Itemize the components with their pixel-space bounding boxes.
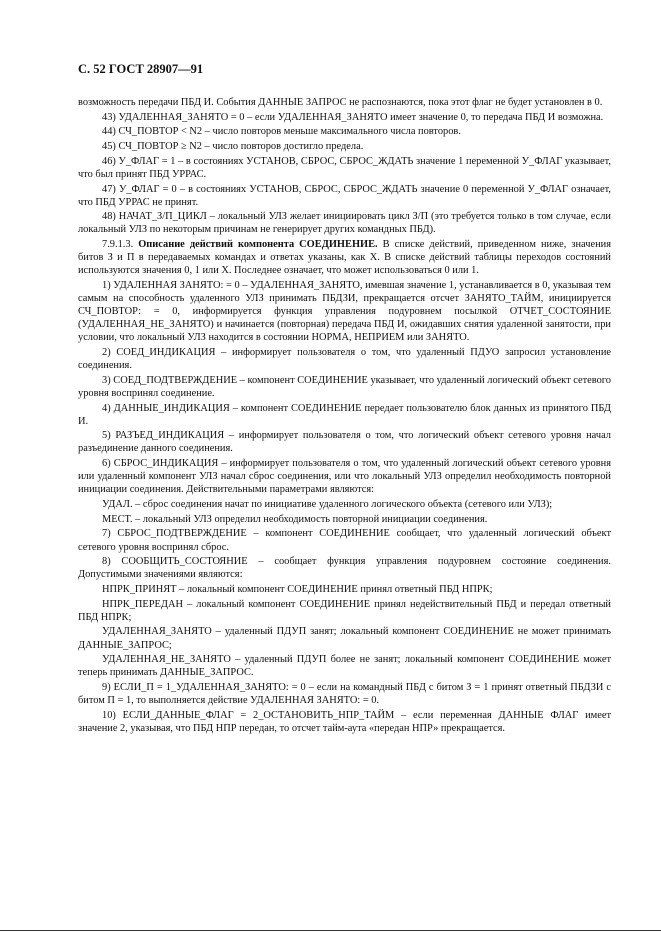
paragraph: 8) СООБЩИТЬ_СОСТОЯНИЕ – сообщает функция управления подуровнем состояние соединения. Допустимыми значениями являются: [78,556,611,581]
paragraph: 2) СОЕД_ИНДИКАЦИЯ – информирует пользователя о том, что удаленный ПДУО запросил установление соединения. [78,347,611,372]
paragraph: УДАЛЕННАЯ_НЕ_ЗАНЯТО – удаленный ПДУП более не занят; локальный компонент СОЕДИНЕНИЕ может теперь принимать ДАННЫЕ_ЗАПРОС. [78,654,611,679]
paragraph: УДАЛЕННАЯ_ЗАНЯТО – удаленный ПДУП занят; локальный компонент СОЕДИНЕНИЕ не может принимать ДАННЫЕ_ЗАПРОС; [78,626,611,651]
paragraph: 4) ДАННЫЕ_ИНДИКАЦИЯ – компонент СОЕДИНЕНИЕ передает пользователю блок данных из принятого ПБД И. [78,402,611,427]
section-number: 7.9.1.3. [102,239,139,251]
document-body [78,96,611,737]
paragraph: 6) СБРОС_ИНДИКАЦИЯ – информирует пользователя о том, что удаленный логический объект сетевого уровня или удаленный компонент УЛЗ начал сброс соединения, или что локальный УЛЗ определил необходимость повторной инициации соединения. Действительными параметрами являются: [78,458,611,496]
paragraph: 7) СБРОС_ПОДТВЕРЖДЕНИЕ – компонент СОЕДИНЕНИЕ сообщает, что удаленный логический объект сетевого уровня воспринял сброс. [78,528,611,553]
paragraph: возможность передачи ПБД И. События ДАННЫЕ ЗАПРОС не распознаются, пока этот флаг не будет установлен в 0. [78,97,603,108]
paragraph: 9) ЕСЛИ_П = 1_УДАЛЕННАЯ_ЗАНЯТО: = 0 – если на командный ПБД с битом З = 1 принят ответный ПБДЗИ с битом П = 1, то выполняется действие УДАЛЕННАЯ ЗАНЯТО: = 0. [78,682,611,707]
paragraph: 10) ЕСЛИ_ДАННЫЕ_ФЛАГ = 2_ОСТАНОВИТЬ_НПР_ТАЙМ – если переменная ДАННЫЕ ФЛАГ имеет значение 2, указывая, что ПБД НПР передан, то отсчет тайм-аута «передан НПР» прекращается. [78,709,611,734]
paragraph: 47) У_ФЛАГ = 0 – в состояниях УСТАНОВ, СБРОС, СБРОС_ЖДАТЬ значение 0 переменной У_ФЛАГ означает, что ПБД УРРАС не принят. [78,183,611,208]
paragraph: УДАЛ. – сброс соединения начат по инициативе удаленного логического объекта (сетевого или УЛЗ); [102,499,553,511]
paragraph: 3) СОЕД_ПОДТВЕРЖДЕНИЕ – компонент СОЕДИНЕНИЕ указывает, что удаленный логический объект сетевого уровня воспринял соединение. [78,374,611,399]
page-header: С. 52 ГОСТ 28907—91 [78,62,204,76]
section-heading: Описание действий компонента СОЕДИНЕНИЕ. [138,239,378,251]
paragraph-text: В списке действий, приведенном ниже, значения битов З и П в передаваемых командах и ответах указаны, как Х. В списке действий таблицы переходов состояний используются значения 0, 1 или Х. Последнее означает, что может использоваться 0 или 1. [78,239,611,277]
paragraph [78,238,611,277]
paragraph: 45) СЧ_ПОВТОР ≥ N2 – число повторов достигло предела. [102,141,364,153]
paragraph: 1) УДАЛЕННАЯ ЗАНЯТО: = 0 – УДАЛЕННАЯ_ЗАНЯТО, имевшая значение 1, устанавливается в 0, указывая тем самым на способность удаленного УЛЗ принимать ПБДЗИ, прекращается отсчет ЗАНЯТО_ТАЙМ, инициируется СЧ_ПОВТОР: = 0, информируется функция управления подуровнем посылкой ОТЧЕТ_СОСТОЯНИЕ (УДАЛЕННАЯ_НЕ_ЗАНЯТО) и начинается (повторная) передача ПБД И, ожидавших снятия удаленной занятости, при условии, что локальный УЛЗ находится в состоянии НОРМА, НЕПРИЕМ или ЗАНЯТО. [78,279,611,344]
paragraph: 46) У_ФЛАГ = 1 – в состояниях УСТАНОВ, СБРОС, СБРОС_ЖДАТЬ значение 1 переменной У_ФЛАГ указывает, что был принят ПБД УРРАС. [78,155,611,180]
paragraph: 5) РАЗЪЕД_ИНДИКАЦИЯ – информирует пользователя о том, что логический объект сетевого уровня начал разъединение данного соединения. [78,430,611,455]
paragraph: 48) НАЧАТ_З/П_ЦИКЛ – локальный УЛЗ желает инициировать цикл З/П (это требуется только в том случае, если локальный УЛЗ по некоторым причинам не генерирует других командных ПБД). [78,211,611,236]
page-bottom-rule [0,930,661,931]
paragraph: МЕСТ. – локальный УЛЗ определил необходимость повторной инициации соединения. [102,513,488,525]
paragraph: НПРК_ПРИНЯТ – локальный компонент СОЕДИНЕНИЕ принял ответный ПБД НПРК; [102,583,493,595]
paragraph: НПРК_ПЕРЕДАН – локальный компонент СОЕДИНЕНИЕ принял недействительный ПБД и передал ответный ПБД НПРК; [78,598,611,623]
paragraph: 44) СЧ_ПОВТОР < N2 – число повторов меньше максимального числа повторов. [102,126,461,138]
paragraph: 43) УДАЛЕННАЯ_ЗАНЯТО = 0 – если УДАЛЕННАЯ_ЗАНЯТО имеет значение 0, то передача ПБД И возможна. [102,111,604,123]
